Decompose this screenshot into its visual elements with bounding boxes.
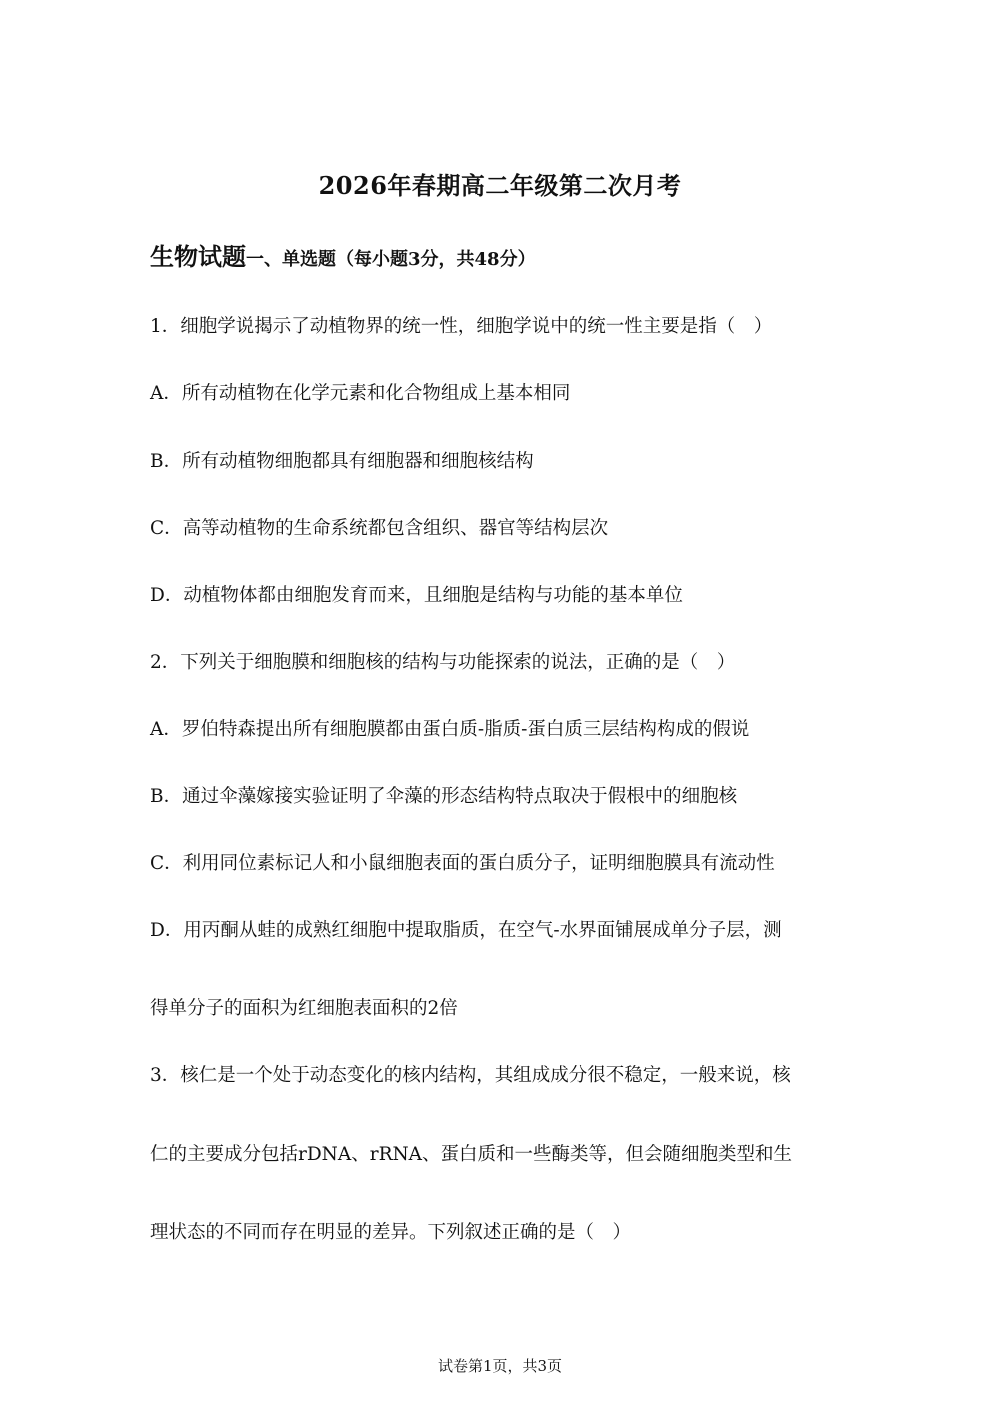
question-3-stem-line-1: 3．核仁是一个处于动态变化的核内结构，其组成成分很不稳定，一般来说，核: [150, 1065, 791, 1086]
subject-title: 生物试题: [150, 242, 246, 271]
question-2-option-c: C．利用同位素标记人和小鼠细胞表面的蛋白质分子，证明细胞膜具有流动性: [150, 853, 775, 874]
section-header: [150, 240, 870, 277]
question-2-stem: 2．下列关于细胞膜和细胞核的结构与功能探索的说法，正确的是（ ）: [150, 652, 736, 673]
question-3-stem-line-3: 理状态的不同而存在明显的差异。下列叙述正确的是（ ）: [150, 1222, 632, 1243]
page-footer: 试卷第1页，共3页: [437, 1357, 563, 1375]
question-2-option-b: B．通过伞藻嫁接实验证明了伞藻的形态结构特点取决于假根中的细胞核: [150, 786, 738, 807]
question-1-option-b: B．所有动植物细胞都具有细胞器和细胞核结构: [150, 451, 534, 472]
question-2-option-d: D．用丙酮从蛙的成熟红细胞中提取脂质，在空气-水界面铺展成单分子层，测: [150, 920, 782, 941]
question-1-option-d: D．动植物体都由细胞发育而来，且细胞是结构与功能的基本单位: [150, 585, 683, 606]
question-1-option-a: A．所有动植物在化学元素和化合物组成上基本相同: [150, 383, 571, 404]
question-2-option-d-continued: 得单分子的面积为红细胞表面积的2倍: [150, 998, 458, 1019]
question-1-option-c: C．高等动植物的生命系统都包含组织、器官等结构层次: [150, 518, 609, 539]
question-2-option-a: A．罗伯特森提出所有细胞膜都由蛋白质-脂质-蛋白质三层结构构成的假说: [150, 719, 750, 740]
question-1-stem: 1．细胞学说揭示了动植物界的统一性，细胞学说中的统一性主要是指（ ）: [150, 316, 773, 337]
page-title: 2026年春期高二年级第二次月考: [318, 171, 682, 200]
question-3-stem-line-2: 仁的主要成分包括rDNA、rRNA、蛋白质和一些酶类等，但会随细胞类型和生: [150, 1144, 793, 1165]
section-heading: 一、单选题（每小题3分，共48分）: [246, 249, 536, 270]
